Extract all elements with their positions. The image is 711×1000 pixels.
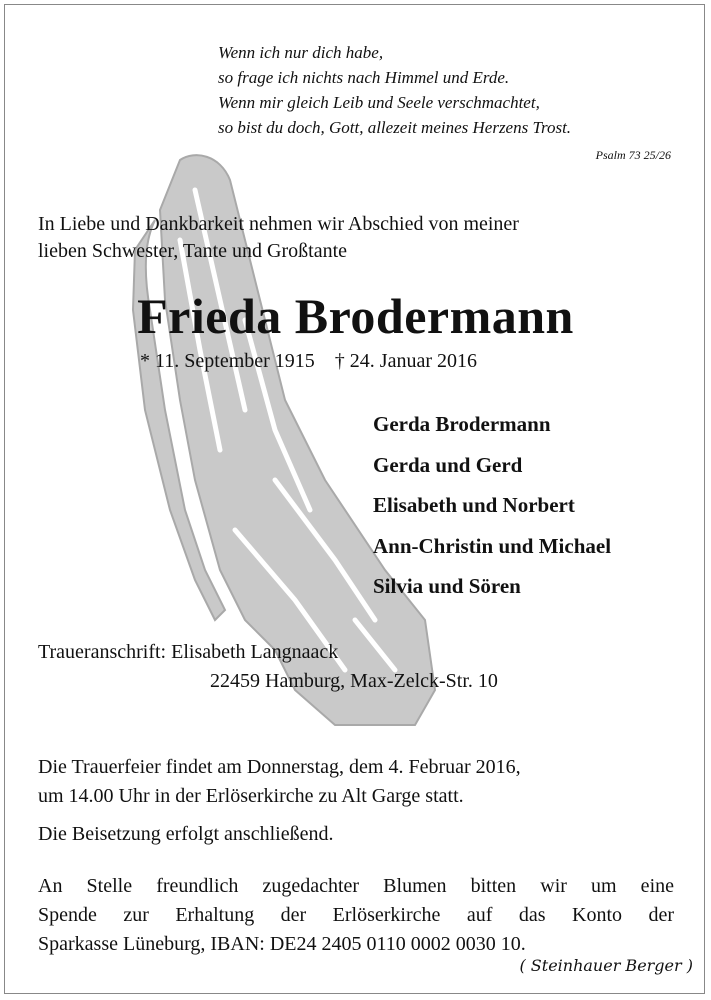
death-date: † 24. Januar 2016 — [334, 350, 477, 372]
mourning-address — [38, 638, 498, 696]
verse-reference: Psalm 73 25/26 — [595, 148, 671, 162]
funeral-line: Die Trauerfeier findet am Donnerstag, dem 4. Februar 2016, — [38, 756, 521, 778]
birth-date: * 11. September 1915 — [140, 350, 315, 372]
mourner: Gerda und Gerd — [373, 452, 523, 477]
donation-line: An Stelle freundlich zugedachter Blumen bitten wir um eine — [38, 875, 674, 897]
burial-info: Die Beisetzung erfolgt anschließend. — [38, 823, 334, 845]
intro-line: lieben Schwester, Tante und Großtante — [38, 240, 348, 262]
address-label: Traueranschrift: — [38, 641, 167, 663]
donation-line: Spende zur Erhaltung der Erlöserkirche auf das Konto der — [38, 904, 674, 926]
verse-line: so bist du doch, Gott, allezeit meines Herzens Trost. — [218, 118, 572, 137]
funeral-line: um 14.00 Uhr in der Erlöserkirche zu Alt Garge statt. — [38, 785, 464, 807]
mourner: Silvia und Sören — [373, 574, 521, 598]
verse-line: Wenn mir gleich Leib und Seele verschmachtet, — [218, 93, 540, 112]
intro-text — [38, 211, 678, 265]
verse-line: so frage ich nichts nach Himmel und Erde. — [218, 68, 510, 87]
address-name: Elisabeth Langnaack — [171, 641, 339, 663]
mourner: Gerda Brodermann — [373, 412, 551, 436]
psalm-verse — [218, 40, 688, 140]
life-dates — [140, 350, 477, 373]
mourners-list — [373, 404, 611, 607]
intro-line: In Liebe und Dankbarkeit nehmen wir Abschied von meiner — [38, 213, 519, 235]
verse-line: Wenn ich nur dich habe, — [218, 43, 384, 62]
address-street: 22459 Hamburg, Max-Zelck-Str. 10 — [210, 670, 498, 692]
funeral-info — [38, 753, 674, 811]
mourner: Elisabeth und Norbert — [373, 493, 575, 517]
donation-info — [38, 872, 674, 959]
deceased-name: Frieda Brodermann — [137, 288, 574, 344]
donation-line: Sparkasse Lüneburg, IBAN: DE24 2405 0110 0002 0030 10. — [38, 933, 526, 955]
mourner: Ann-Christin und Michael — [373, 533, 612, 558]
signature: ( Steinhauer Berger ) — [519, 956, 693, 975]
